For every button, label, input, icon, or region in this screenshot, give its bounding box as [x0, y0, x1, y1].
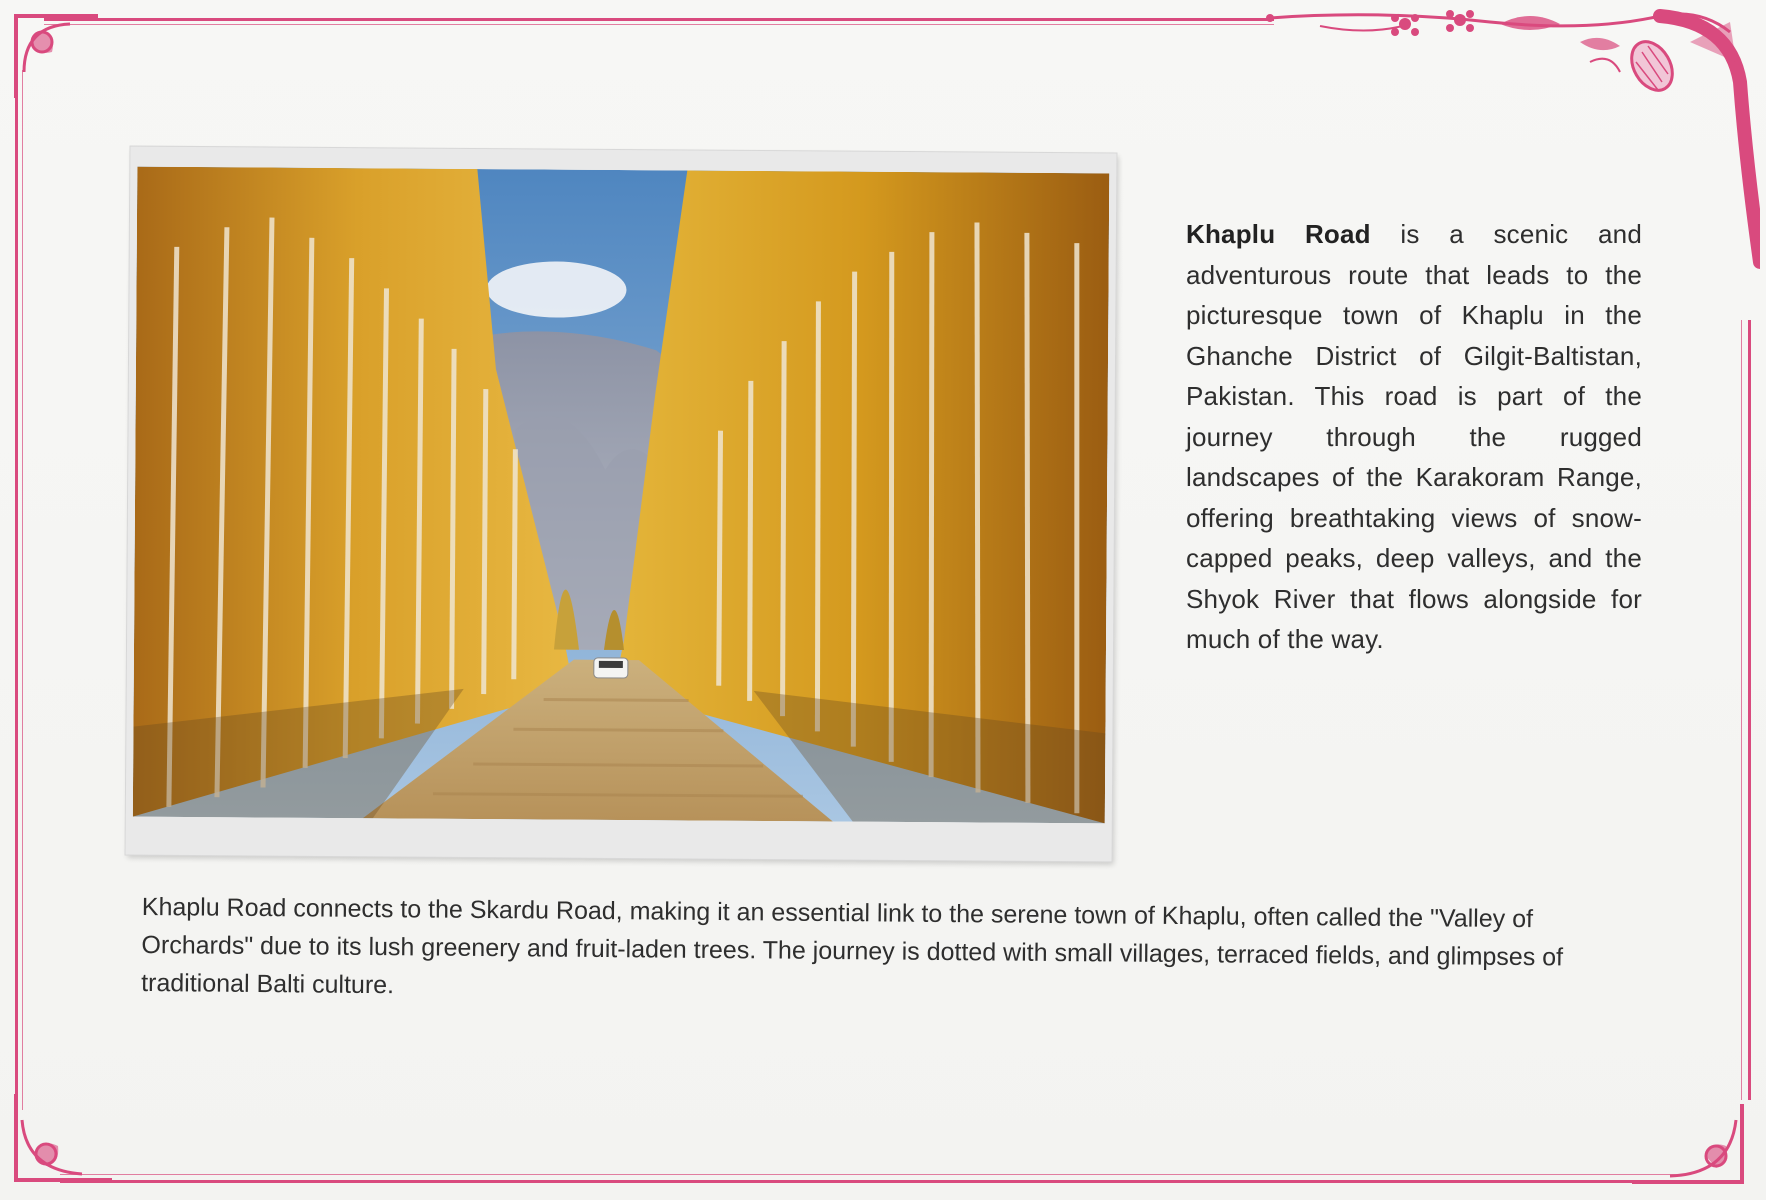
frame-border-right-inner — [1741, 320, 1742, 1100]
frame-border-left — [15, 70, 18, 1110]
frame-border-right — [1748, 320, 1751, 1100]
corner-ornament-bottom-left-icon — [12, 1090, 122, 1190]
frame-border-top-inner — [44, 24, 1274, 25]
corner-ornament-top-left-icon — [12, 12, 102, 102]
side-paragraph — [1186, 214, 1642, 660]
side-paragraph-body: is a scenic and adventurous route that leads to the picturesque town of Khaplu in the Ghanche District of Gilgit-Baltistan, Pakistan. This road is part of the journey through the rugged landscapes of the Karakoram Range, offering breathtaking views of snow-capped peaks, deep valleys, and the Shyok River that flows alongside for much of the way. — [1186, 219, 1642, 654]
photo-mount — [126, 147, 1117, 862]
corner-ornament-bottom-right-icon — [1630, 1100, 1750, 1190]
side-paragraph-lead: Khaplu Road — [1186, 219, 1371, 249]
khaplu-road-photo — [133, 167, 1110, 824]
frame-border-bottom-inner — [60, 1174, 1690, 1175]
frame-border-bottom — [60, 1180, 1690, 1183]
frame-border-left-inner — [22, 70, 23, 1110]
poplar-road-image — [133, 167, 1110, 824]
bottom-paragraph: Khaplu Road connects to the Skardu Road, making it an essential link to the serene town of Khaplu, often called the "Valley of Orchards" due to its lush greenery and fruit-laden trees. The journey is dotted with small villages, terraced fields, and glimpses of traditional Balti culture. — [141, 892, 1564, 1000]
frame-border-top — [44, 18, 1274, 21]
